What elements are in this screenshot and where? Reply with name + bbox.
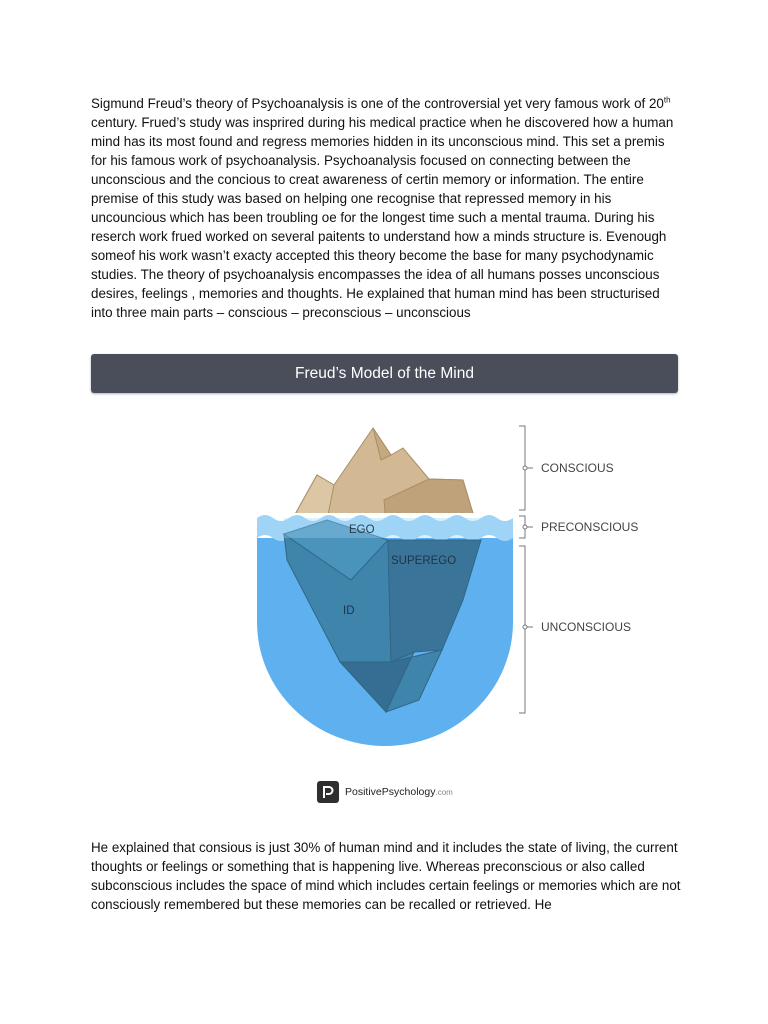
iceberg-diagram [91,400,679,820]
conscious-label: CONSCIOUS [541,461,614,475]
source-brand [317,780,453,804]
paragraph-intro [91,94,681,322]
paragraph-intro-text-end: century. Frued’s study was insprired during his medical practice when he discovered how a human mind has its most found and regress memories hidden in its unconscious mind. This set a premis for his famous work of psychoanalysis. Psychoanalysis focused on connecting between the unconscious and the concious to creat awareness of certin memory or information. The entire premise of this study was based on helping one recognise that repressed memory in his uncouncious which has been troubling oe for the longest time such a mental trauma. During his reserch work frued worked on several paitents to understand how a minds structure is. Evenough someof his work wasn’t exacty accepted this theory become the base for many psychodynamic studies. The theory of psychoanalysis encompasses the idea of all humans posses unconscious desires, feelings , memories and thoughts. He explained that human mind has been structurised into three main parts – conscious – preconscious – unconscious [91,115,674,320]
id-label: ID [343,605,355,617]
figure-title-banner [91,354,678,393]
superego-label: SUPEREGO [391,555,457,567]
preconscious-label: PRECONSCIOUS [541,520,639,534]
unconscious-label: UNCONSCIOUS [541,620,632,634]
brand-name-text: PositivePsychology [345,786,436,798]
positive-psychology-logo-icon [317,781,339,803]
brand-domain: .com [435,788,453,797]
figure-title: Freud’s Model of the Mind [295,364,474,382]
ordinal-suffix: th [663,95,671,105]
ego-label: EGO [349,524,375,536]
paragraph-intro-text-start: Sigmund Freud’s theory of Psychoanalysis is one of the controversial yet very famous work of 20 [91,96,664,111]
freud-model-figure [91,352,679,820]
level-bracket [519,426,533,713]
brand-name [345,786,453,798]
paragraph-conscious-explanation: He explained that consious is just 30% of human mind and it includes the state of living, the current thoughts or feelings or something that is happening live. Whereas preconscious or also called subconscious includes the space of mind which includes certain feelings or memories which are not consciously remembered but these memories can be recalled or retrieved. He [91,840,681,912]
